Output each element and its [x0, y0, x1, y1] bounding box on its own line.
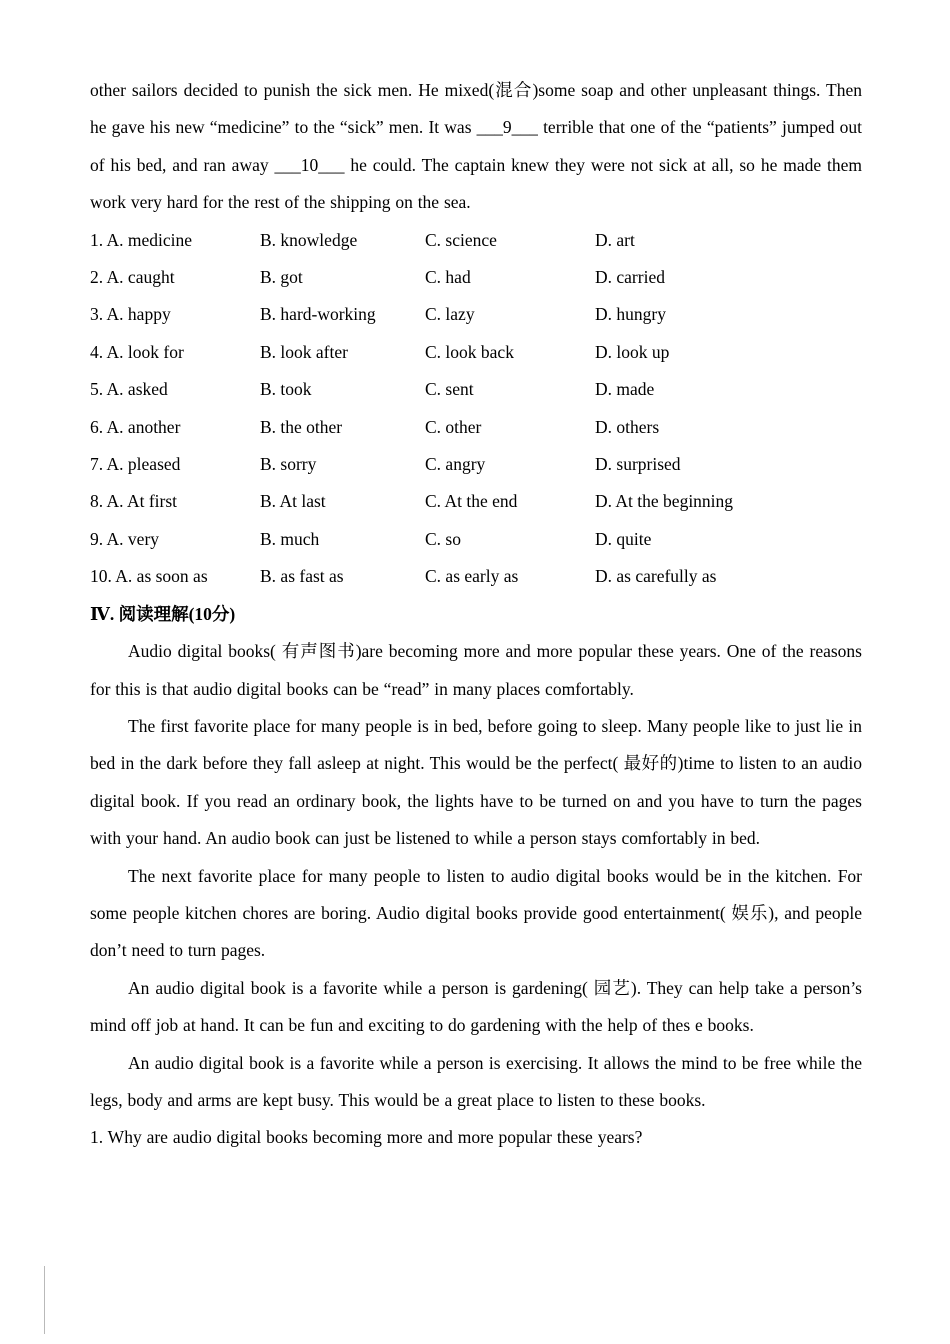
reading-paragraph-2: The first favorite place for many people is in bed, before going to sleep. Many people like to just lie in bed in the dark before they fall asleep at night. This would be the perfect( 最好的)time to listen to an audio digital book. If you read an ordinary book, the lights have to be turned on and you have to turn the pages with your hand. An audio book can just be listened to while a person stays comfortably in bed. — [90, 715, 862, 849]
option-b: B. At last — [260, 491, 326, 512]
cloze-options-list — [90, 222, 862, 596]
option-number-a: 6. A. another — [90, 416, 181, 437]
option-c: C. At the end — [425, 491, 518, 512]
reading-paragraph-3: The next favorite place for many people to listen to audio digital books would be in the kitchen. For some people kitchen chores are boring. Audio digital books provide good entertainment( 娱乐), and people don’t need to turn pages. — [90, 865, 862, 961]
option-d: D. look up — [595, 341, 670, 362]
option-c: C. look back — [425, 341, 514, 362]
option-b: B. sorry — [260, 454, 317, 475]
cloze-option-row-7 — [90, 446, 862, 483]
option-number-a: 9. A. very — [90, 528, 160, 549]
option-d: D. as carefully as — [595, 566, 717, 587]
option-d: D. hungry — [595, 304, 666, 325]
option-c: C. as early as — [425, 566, 519, 587]
option-number-a: 4. A. look for — [90, 341, 184, 362]
option-d: D. At the beginning — [595, 491, 734, 512]
option-b: B. as fast as — [260, 566, 344, 587]
option-c: C. so — [425, 528, 461, 549]
option-number-a: 7. A. pleased — [90, 454, 181, 475]
option-number-a: 2. A. caught — [90, 267, 175, 288]
cloze-option-row-4 — [90, 334, 862, 371]
cloze-option-row-8 — [90, 483, 862, 520]
cloze-option-row-9 — [90, 521, 862, 558]
option-b: B. got — [260, 267, 303, 288]
option-c: C. had — [425, 267, 471, 288]
reading-paragraph-5: An audio digital book is a favorite while a person is exercising. It allows the mind to be free while the legs, body and arms are kept busy. This would be a great place to listen to these books. — [90, 1052, 862, 1110]
option-c: C. science — [425, 229, 497, 250]
option-number-a: 5. A. asked — [90, 379, 168, 400]
option-b: B. look after — [260, 341, 348, 362]
option-d: D. carried — [595, 267, 665, 288]
option-c: C. other — [425, 416, 482, 437]
reading-paragraph-1: Audio digital books( 有声图书)are becoming more and more popular these years. One of the reasons for this is that audio digital books can be “read” in many places comfortably. — [90, 641, 862, 699]
option-c: C. angry — [425, 454, 486, 475]
option-number-a: 8. A. At first — [90, 491, 178, 512]
cloze-passage: other sailors decided to punish the sick men. He mixed(混合)some soap and other unpleasant things. Then he gave his new “medicine” to the “sick” men. It was ___9___ terrible that one of the “patients” jumped out of his bed, and ran away ___10___ he could. The captain knew they were not sick at all, so he made them work very hard for the rest of the shipping on the sea. — [90, 80, 862, 213]
cloze-option-row-10 — [90, 558, 862, 595]
option-d: D. surprised — [595, 454, 681, 475]
option-d: D. art — [595, 229, 635, 250]
option-b: B. much — [260, 528, 320, 549]
option-number-a: 1. A. medicine — [90, 229, 193, 250]
option-c: C. sent — [425, 379, 474, 400]
reading-question-1: 1. Why are audio digital books becoming more and more popular these years? — [90, 1127, 643, 1148]
option-number-a: 3. A. happy — [90, 304, 171, 325]
page-edge-mark — [44, 1266, 45, 1334]
cloze-option-row-6 — [90, 409, 862, 446]
option-b: B. hard-working — [260, 304, 376, 325]
cloze-option-row-3 — [90, 296, 862, 333]
reading-section-title: Ⅳ. 阅读理解(10分) — [90, 603, 236, 624]
option-c: C. lazy — [425, 304, 475, 325]
option-d: D. others — [595, 416, 660, 437]
cloze-option-row-2 — [90, 259, 862, 296]
cloze-option-row-1 — [90, 222, 862, 259]
option-b: B. took — [260, 379, 312, 400]
reading-paragraph-4: An audio digital book is a favorite while a person is gardening( 园艺). They can help take a person’s mind off job at hand. It can be fun and exciting to do gardening with the help of thes e books. — [90, 977, 862, 1036]
option-d: D. made — [595, 379, 655, 400]
option-d: D. quite — [595, 528, 652, 549]
option-b: B. the other — [260, 416, 343, 437]
option-b: B. knowledge — [260, 229, 358, 250]
option-number-a: 10. A. as soon as — [90, 566, 208, 587]
cloze-option-row-5 — [90, 371, 862, 408]
